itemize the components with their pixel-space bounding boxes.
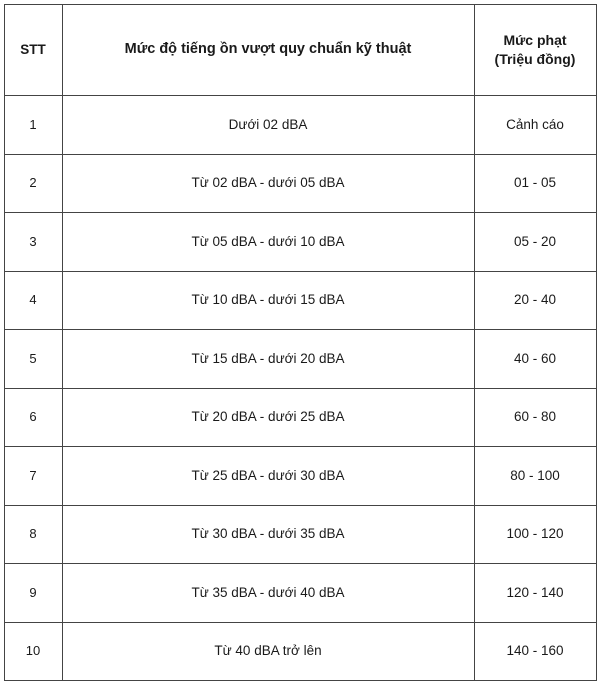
cell-stt: 2	[4, 154, 62, 213]
cell-stt: 7	[4, 447, 62, 506]
cell-fine: 100 - 120	[474, 505, 596, 564]
table-row	[4, 271, 596, 330]
table-row	[4, 154, 596, 213]
cell-fine: 20 - 40	[474, 271, 596, 330]
cell-fine: Cảnh cáo	[474, 96, 596, 155]
cell-noise-level: Từ 40 dBA trở lên	[62, 622, 474, 681]
cell-fine: 120 - 140	[474, 564, 596, 623]
column-header-fine	[474, 5, 596, 96]
cell-noise-level: Từ 10 dBA - dưới 15 dBA	[62, 271, 474, 330]
cell-fine: 80 - 100	[474, 447, 596, 506]
table-row	[4, 622, 596, 681]
column-header-fine-unit: (Triệu đồng)	[494, 51, 576, 67]
table-row	[4, 388, 596, 447]
cell-stt: 6	[4, 388, 62, 447]
column-header-stt: STT	[4, 5, 62, 96]
table-row	[4, 213, 596, 272]
cell-noise-level: Từ 35 dBA - dưới 40 dBA	[62, 564, 474, 623]
cell-noise-level: Từ 02 dBA - dưới 05 dBA	[62, 154, 474, 213]
table-header	[4, 5, 596, 96]
column-header-fine-title: Mức phạt	[503, 32, 567, 49]
table-row	[4, 564, 596, 623]
cell-stt: 3	[4, 213, 62, 272]
cell-fine: 40 - 60	[474, 330, 596, 389]
cell-noise-level: Từ 25 dBA - dưới 30 dBA	[62, 447, 474, 506]
table-header-row	[4, 5, 596, 96]
cell-stt: 9	[4, 564, 62, 623]
penalty-table	[4, 4, 597, 681]
cell-fine: 140 - 160	[474, 622, 596, 681]
cell-stt: 10	[4, 622, 62, 681]
cell-noise-level: Từ 05 dBA - dưới 10 dBA	[62, 213, 474, 272]
table-row	[4, 505, 596, 564]
cell-fine: 01 - 05	[474, 154, 596, 213]
cell-noise-level: Từ 15 dBA - dưới 20 dBA	[62, 330, 474, 389]
cell-stt: 1	[4, 96, 62, 155]
column-header-noise-level: Mức độ tiếng ồn vượt quy chuẩn kỹ thuật	[62, 5, 474, 96]
table-row	[4, 330, 596, 389]
cell-stt: 8	[4, 505, 62, 564]
table-row	[4, 96, 596, 155]
cell-stt: 5	[4, 330, 62, 389]
cell-fine: 05 - 20	[474, 213, 596, 272]
cell-noise-level: Từ 30 dBA - dưới 35 dBA	[62, 505, 474, 564]
table-row	[4, 447, 596, 506]
cell-fine: 60 - 80	[474, 388, 596, 447]
cell-stt: 4	[4, 271, 62, 330]
table-body	[4, 96, 596, 681]
cell-noise-level: Dưới 02 dBA	[62, 96, 474, 155]
cell-noise-level: Từ 20 dBA - dưới 25 dBA	[62, 388, 474, 447]
